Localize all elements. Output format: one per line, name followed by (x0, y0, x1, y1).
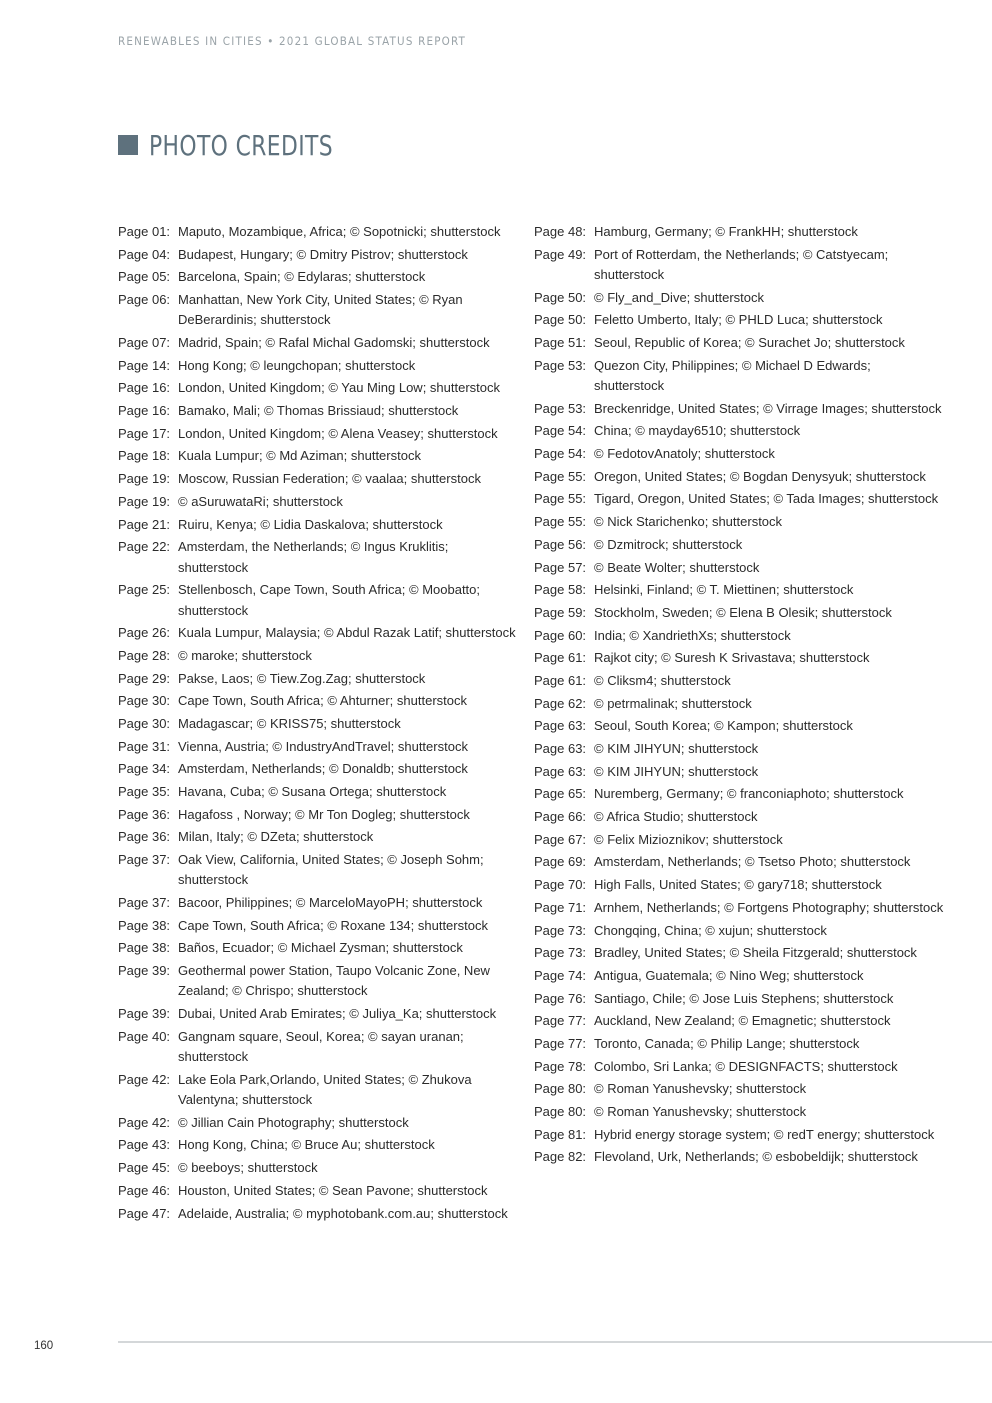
credit-entry (534, 535, 944, 555)
credit-page-ref: Page 69: (534, 854, 587, 870)
credit-entry (118, 916, 518, 936)
credit-entry (118, 646, 518, 666)
credit-entry (118, 401, 518, 421)
credit-text: © beeboys; shutterstock (178, 1160, 318, 1176)
credit-page-ref: Page 38: (118, 940, 171, 956)
credit-text: Cape Town, South Africa; © Ahturner; shutterstock (178, 693, 467, 709)
credit-text: Antigua, Guatemala; © Nino Weg; shutterstock (594, 967, 864, 983)
credit-text: Kuala Lumpur; © Md Aziman; shutterstock (178, 448, 421, 464)
credit-entry (118, 469, 518, 489)
credit-page-ref: Page 67: (534, 831, 587, 847)
credit-page-ref: Page 76: (534, 990, 587, 1006)
credit-page-ref: Page 04: (118, 246, 171, 262)
credit-text: Hong Kong, China; © Bruce Au; shutterstock (178, 1137, 435, 1153)
credit-text: Kuala Lumpur, Malaysia; © Abdul Razak Latif; shutterstock (178, 625, 516, 641)
credit-text: Toronto, Canada; © Philip Lange; shutterstock (594, 1035, 860, 1051)
credit-page-ref: Page 66: (534, 809, 587, 825)
credit-page-ref: Page 47: (118, 1205, 171, 1221)
credit-page-ref: Page 78: (534, 1058, 587, 1074)
credit-page-ref: Page 18: (118, 448, 171, 464)
credit-page-ref: Page 80: (534, 1081, 587, 1097)
credit-entry (118, 1004, 518, 1024)
credit-text: Cape Town, South Africa; © Roxane 134; shutterstock (178, 917, 488, 933)
credit-text: Seoul, Republic of Korea; © Surachet Jo; shutterstock (594, 335, 905, 351)
credit-entry (118, 714, 518, 734)
credit-page-ref: Page 54: (534, 446, 587, 462)
credit-text: Nuremberg, Germany; © franconiaphoto; shutterstock (594, 786, 904, 802)
credit-entry (534, 558, 944, 578)
credit-page-ref: Page 42: (118, 1071, 171, 1087)
credit-text: Colombo, Sri Lanka; © DESIGNFACTS; shutterstock (594, 1058, 898, 1074)
credit-entry (118, 1181, 518, 1201)
credit-text: Santiago, Chile; © Jose Luis Stephens; shutterstock (594, 990, 894, 1006)
credit-page-ref: Page 37: (118, 895, 171, 911)
credit-text: Oak View, California, United States; © Joseph Sohm; shutterstock (178, 852, 484, 888)
credit-page-ref: Page 55: (534, 514, 587, 530)
credit-page-ref: Page 63: (534, 718, 587, 734)
credit-text: Barcelona, Spain; © Edylaras; shutterstock (178, 269, 426, 285)
credit-page-ref: Page 14: (118, 357, 171, 373)
credit-entry (534, 694, 944, 714)
credit-entry (534, 989, 944, 1009)
credit-page-ref: Page 35: (118, 784, 171, 800)
credit-entry (534, 444, 944, 464)
credit-page-ref: Page 28: (118, 647, 171, 663)
credit-page-ref: Page 40: (118, 1028, 171, 1044)
credit-text: © Roman Yanushevsky; shutterstock (594, 1081, 807, 1097)
credit-entry (534, 762, 944, 782)
credit-text: Manhattan, New York City, United States; © Ryan DeBerardinis; shutterstock (178, 292, 463, 328)
credit-entry (118, 782, 518, 802)
credit-page-ref: Page 39: (118, 963, 171, 979)
credit-page-ref: Page 61: (534, 650, 587, 666)
credit-text: Quezon City, Philippines; © Michael D Edwards; shutterstock (594, 357, 871, 394)
credit-page-ref: Page 36: (118, 806, 171, 822)
credit-entry (534, 245, 944, 286)
credit-page-ref: Page 63: (534, 763, 587, 779)
credit-page-ref: Page 55: (534, 468, 587, 484)
credit-entry (118, 222, 518, 242)
credit-entry (118, 961, 518, 1002)
credit-entry (534, 648, 944, 668)
credit-entry (534, 943, 944, 963)
credit-entry (534, 603, 944, 623)
credit-text: Madrid, Spain; © Rafal Michal Gadomski; shutterstock (178, 335, 490, 351)
credit-entry (118, 759, 518, 779)
credit-entry (534, 356, 944, 397)
credit-entry (118, 492, 518, 512)
credit-entry (534, 807, 944, 827)
credit-text: Lake Eola Park,Orlando, United States; © Zhukova Valentyna; shutterstock (178, 1071, 472, 1108)
credits-column-right (534, 222, 944, 1170)
credit-text: Houston, United States; © Sean Pavone; shutterstock (178, 1182, 488, 1198)
credit-page-ref: Page 55: (534, 491, 587, 507)
credit-entry (118, 1135, 518, 1155)
credit-page-ref: Page 30: (118, 693, 171, 709)
credit-text: Budapest, Hungary; © Dmitry Pistrov; shutterstock (178, 246, 468, 262)
credit-entry (534, 921, 944, 941)
credit-page-ref: Page 31: (118, 738, 171, 754)
credit-text: Tigard, Oregon, United States; © Tada Images; shutterstock (594, 491, 939, 507)
credit-text: © Fly_and_Dive; shutterstock (594, 289, 764, 305)
credit-page-ref: Page 38: (118, 917, 171, 933)
credit-entry (118, 356, 518, 376)
credit-text: Flevoland, Urk, Netherlands; © esbobeldijk; shutterstock (594, 1149, 918, 1165)
credit-text: © Cliksm4; shutterstock (594, 672, 731, 688)
credit-page-ref: Page 48: (534, 224, 587, 239)
credit-page-ref: Page 25: (118, 582, 171, 598)
credit-entry (534, 626, 944, 646)
credit-text: Chongqing, China; © xujun; shutterstock (594, 922, 827, 938)
credit-text: Amsterdam, Netherlands; © Donaldb; shutterstock (178, 761, 468, 777)
credit-text: Stockholm, Sweden; © Elena B Olesik; shutterstock (594, 604, 892, 620)
credit-entry (118, 893, 518, 913)
credit-entry (118, 333, 518, 353)
credit-text: Rajkot city; © Suresh K Srivastava; shutterstock (594, 650, 870, 666)
credit-text: Hagafoss , Norway; © Mr Ton Dogleg; shutterstock (178, 806, 470, 822)
credit-text: © petrmalinak; shutterstock (594, 695, 752, 711)
credit-page-ref: Page 42: (118, 1114, 171, 1130)
credit-text: © Felix Mizioznikov; shutterstock (594, 831, 783, 847)
credit-text: Hybrid energy storage system; © redT energy; shutterstock (594, 1126, 935, 1142)
credit-page-ref: Page 57: (534, 559, 587, 575)
credit-page-ref: Page 50: (534, 289, 587, 305)
credit-page-ref: Page 51: (534, 335, 587, 351)
credit-entry (534, 1034, 944, 1054)
credit-text: China; © mayday6510; shutterstock (594, 423, 801, 439)
section-heading (118, 128, 385, 162)
credit-page-ref: Page 43: (118, 1137, 171, 1153)
credit-page-ref: Page 60: (534, 627, 587, 643)
credit-page-ref: Page 77: (534, 1035, 587, 1051)
credit-page-ref: Page 49: (534, 246, 587, 262)
credit-entry (534, 875, 944, 895)
credit-text: Maputo, Mozambique, Africa; © Sopotnicki; shutterstock (178, 224, 501, 239)
credit-page-ref: Page 82: (534, 1149, 587, 1165)
credit-page-ref: Page 45: (118, 1160, 171, 1176)
credit-text: Amsterdam, the Netherlands; © Ingus Kruklitis; shutterstock (178, 539, 449, 575)
credit-text: Oregon, United States; © Bogdan Denysyuk; shutterstock (594, 468, 926, 484)
credit-page-ref: Page 19: (118, 471, 171, 487)
credit-text: Bacoor, Philippines; © MarceloMayoPH; shutterstock (178, 895, 483, 911)
credit-entry (118, 1070, 518, 1111)
credit-page-ref: Page 77: (534, 1013, 587, 1029)
credit-page-ref: Page 56: (534, 536, 587, 552)
credit-entry (118, 245, 518, 265)
credit-text: Adelaide, Australia; © myphotobank.com.au; shutterstock (178, 1205, 508, 1221)
credit-text: © Dzmitrock; shutterstock (594, 536, 743, 552)
credit-entry (118, 827, 518, 847)
credit-entry (534, 716, 944, 736)
credit-entry (534, 1079, 944, 1099)
credit-page-ref: Page 59: (534, 604, 587, 620)
credit-entry (118, 515, 518, 535)
credit-page-ref: Page 61: (534, 672, 587, 688)
credit-text: Helsinki, Finland; © T. Miettinen; shutterstock (594, 582, 854, 598)
credit-text: Auckland, New Zealand; © Emagnetic; shutterstock (594, 1013, 891, 1029)
credit-page-ref: Page 54: (534, 423, 587, 439)
credit-page-ref: Page 05: (118, 269, 171, 285)
credit-text: Havana, Cuba; © Susana Ortega; shutterstock (178, 784, 447, 800)
credit-text: London, United Kingdom; © Yau Ming Low; shutterstock (178, 380, 501, 396)
credit-entry (534, 288, 944, 308)
credit-page-ref: Page 53: (534, 400, 587, 416)
credit-entry (534, 467, 944, 487)
credit-text: Bradley, United States; © Sheila Fitzgerald; shutterstock (594, 945, 917, 961)
credit-entry (534, 966, 944, 986)
credit-entry (118, 938, 518, 958)
credit-text: Bamako, Mali; © Thomas Brissiaud; shutterstock (178, 403, 459, 419)
credits-column-left (118, 222, 518, 1226)
credit-text: India; © XandriethXs; shutterstock (594, 627, 791, 643)
credit-page-ref: Page 58: (534, 582, 587, 598)
credit-page-ref: Page 80: (534, 1104, 587, 1120)
credit-page-ref: Page 70: (534, 877, 587, 893)
credit-text: Vienna, Austria; © IndustryAndTravel; shutterstock (178, 738, 468, 754)
running-header: RENEWABLES IN CITIES • 2021 GLOBAL STATUS REPORT (118, 34, 467, 48)
credit-text: © Beate Wolter; shutterstock (594, 559, 760, 575)
credit-entry (118, 537, 518, 578)
credit-text: Ruiru, Kenya; © Lidia Daskalova; shutterstock (178, 516, 443, 532)
credit-page-ref: Page 36: (118, 829, 171, 845)
page-title: PHOTO CREDITS (149, 128, 334, 162)
credit-text: Geothermal power Station, Taupo Volcanic Zone, New Zealand; © Chrispo; shutterstock (178, 963, 490, 999)
credit-page-ref: Page 46: (118, 1182, 171, 1198)
credit-text: Arnhem, Netherlands; © Fortgens Photography; shutterstock (594, 899, 944, 915)
credit-entry (118, 424, 518, 444)
credit-page-ref: Page 74: (534, 967, 587, 983)
credit-text: Madagascar; © KRISS75; shutterstock (178, 715, 401, 731)
credit-text: Hamburg, Germany; © FrankHH; shutterstock (594, 224, 858, 239)
credit-page-ref: Page 26: (118, 625, 171, 641)
credit-entry (118, 446, 518, 466)
credit-entry (534, 310, 944, 330)
credit-page-ref: Page 29: (118, 670, 171, 686)
credit-text: © KIM JIHYUN; shutterstock (594, 741, 759, 757)
credit-text: Seoul, South Korea; © Kampon; shutterstock (594, 718, 853, 734)
page-number: 160 (34, 1340, 54, 1352)
credit-page-ref: Page 65: (534, 786, 587, 802)
credit-text: Hong Kong; © leungchopan; shutterstock (178, 357, 416, 373)
credit-text: © Roman Yanushevsky; shutterstock (594, 1104, 807, 1120)
credit-page-ref: Page 16: (118, 403, 171, 419)
credit-entry (534, 580, 944, 600)
credit-text: © aSuruwataRi; shutterstock (178, 493, 343, 509)
credit-page-ref: Page 34: (118, 761, 171, 777)
credit-entry (534, 489, 944, 509)
credit-entry (534, 512, 944, 532)
credit-entry (534, 1057, 944, 1077)
credit-page-ref: Page 19: (118, 493, 171, 509)
credit-text: © FedotovAnatoly; shutterstock (594, 446, 775, 462)
credit-page-ref: Page 22: (118, 539, 171, 555)
credit-entry (118, 378, 518, 398)
credit-text: Pakse, Laos; © Tiew.Zog.Zag; shutterstock (178, 670, 426, 686)
credit-entry (118, 850, 518, 891)
credit-entry (534, 333, 944, 353)
credit-entry (118, 267, 518, 287)
credit-text: Feletto Umberto, Italy; © PHLD Luca; shutterstock (594, 312, 883, 328)
credit-entry (118, 1113, 518, 1133)
credit-entry (534, 784, 944, 804)
credit-entry (534, 898, 944, 918)
credit-entry (118, 290, 518, 331)
credit-entry (534, 421, 944, 441)
credit-entry (534, 852, 944, 872)
credit-text: Breckenridge, United States; © Virrage Images; shutterstock (594, 400, 942, 416)
credit-text: Amsterdam, Netherlands; © Tsetso Photo; shutterstock (594, 854, 911, 870)
credit-entry (534, 1125, 944, 1145)
credit-text: © Nick Starichenko; shutterstock (594, 514, 783, 530)
heading-square-marker (118, 135, 138, 155)
credit-text: Milan, Italy; © DZeta; shutterstock (178, 829, 374, 845)
credit-entry (118, 623, 518, 643)
credit-text: © KIM JIHYUN; shutterstock (594, 763, 759, 779)
credit-text: © Africa Studio; shutterstock (594, 809, 758, 825)
credit-page-ref: Page 06: (118, 292, 171, 308)
credit-entry (118, 1204, 518, 1224)
credit-page-ref: Page 21: (118, 516, 171, 532)
credit-page-ref: Page 50: (534, 312, 587, 328)
credit-text: Dubai, United Arab Emirates; © Juliya_Ka; shutterstock (178, 1006, 497, 1022)
credit-page-ref: Page 73: (534, 945, 587, 961)
credit-page-ref: Page 81: (534, 1126, 587, 1142)
credit-entry (534, 1011, 944, 1031)
credit-text: London, United Kingdom; © Alena Veasey; shutterstock (178, 425, 498, 441)
credit-text: Baños, Ecuador; © Michael Zysman; shutterstock (178, 940, 463, 956)
credit-page-ref: Page 71: (534, 899, 587, 915)
credit-entry (534, 1147, 944, 1167)
credit-entry (118, 691, 518, 711)
credit-entry (118, 669, 518, 689)
credit-entry (534, 830, 944, 850)
credit-entry (118, 1027, 518, 1068)
credit-entry (534, 222, 944, 242)
credit-text: Port of Rotterdam, the Netherlands; © Catstyecam; shutterstock (594, 246, 889, 282)
credit-entry (534, 739, 944, 759)
credit-page-ref: Page 63: (534, 741, 587, 757)
credit-entry (118, 580, 518, 621)
credit-page-ref: Page 17: (118, 425, 171, 441)
credit-entry (534, 399, 944, 419)
credit-page-ref: Page 07: (118, 335, 171, 351)
credit-text: © maroke; shutterstock (178, 647, 312, 663)
credit-page-ref: Page 62: (534, 695, 587, 711)
credit-text: Gangnam square, Seoul, Korea; © sayan uranan; shutterstock (178, 1028, 464, 1065)
credit-text: Stellenbosch, Cape Town, South Africa; © Moobatto; shutterstock (178, 582, 481, 618)
credit-entry (118, 1158, 518, 1178)
credit-text: High Falls, United States; © gary718; shutterstock (594, 877, 882, 893)
credit-text: Moscow, Russian Federation; © vaalaa; shutterstock (178, 471, 481, 487)
footer-divider (118, 1341, 992, 1343)
credit-page-ref: Page 73: (534, 922, 587, 938)
credit-page-ref: Page 16: (118, 380, 171, 396)
credit-entry (118, 737, 518, 757)
credit-text: © Jillian Cain Photography; shutterstock (178, 1114, 409, 1130)
credit-page-ref: Page 53: (534, 357, 587, 373)
credit-page-ref: Page 30: (118, 715, 171, 731)
credit-page-ref: Page 39: (118, 1006, 171, 1022)
credit-entry (534, 671, 944, 691)
credit-entry (534, 1102, 944, 1122)
credit-entry (118, 805, 518, 825)
credit-page-ref: Page 01: (118, 224, 171, 239)
credit-page-ref: Page 37: (118, 852, 171, 868)
